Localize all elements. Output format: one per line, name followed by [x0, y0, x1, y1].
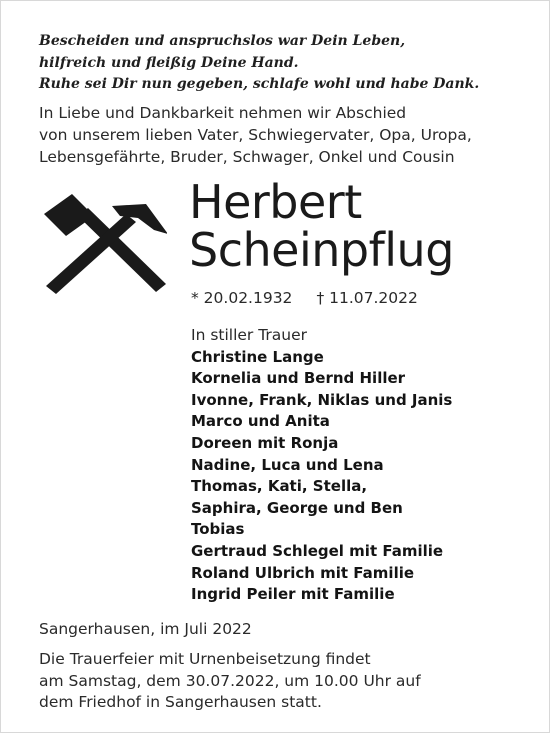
verse-line: hilfreich und fleißig Deine Hand. [39, 54, 299, 71]
service-line: am Samstag, dem 30.07.2022, um 10.00 Uhr auf [39, 671, 421, 690]
mourning-lead: In stiller Trauer [191, 326, 308, 344]
farewell-intro [39, 102, 539, 168]
life-dates [191, 289, 418, 307]
deceased-name [189, 175, 454, 277]
mourner-name: Saphira, George und Ben [191, 498, 403, 517]
memorial-verse [39, 31, 539, 96]
verse-line: Bescheiden und anspruchslos war Dein Leben, [39, 33, 406, 49]
intro-line: In Liebe und Dankbarkeit nehmen wir Abschied [39, 104, 407, 122]
mourner-name: Ingrid Peiler mit Familie [191, 585, 395, 604]
birth-date: * 20.02.1932 [191, 289, 293, 307]
hammer-and-pick-icon [42, 194, 167, 295]
service-line: dem Friedhof in Sangerhausen statt. [39, 693, 322, 711]
mourner-name: Kornelia und Bernd Hiller [191, 369, 406, 388]
intro-line: von unserem lieben Vater, Schwiegervater, Opa, Uropa, [39, 126, 472, 144]
first-name: Herbert [189, 175, 362, 229]
mourner-name: Tobias [191, 520, 245, 539]
place-and-date: Sangerhausen, im Juli 2022 [39, 620, 252, 638]
death-date: † 11.07.2022 [316, 289, 418, 307]
mourner-name: Roland Ulbrich mit Familie [191, 563, 415, 582]
mourner-name: Nadine, Luca und Lena [191, 455, 384, 474]
mourner-name: Gertraud Schlegel mit Familie [191, 541, 444, 560]
verse-line: Ruhe sei Dir nun gegeben, schlafe wohl und habe Dank. [39, 76, 480, 92]
last-name: Scheinpflug [189, 223, 454, 277]
mourner-name: Ivonne, Frank, Niklas und Janis [191, 390, 453, 409]
mourner-name: Marco und Anita [191, 412, 330, 431]
mourner-name: Doreen mit Ronja [191, 433, 339, 452]
funeral-service-info [39, 649, 539, 714]
intro-line: Lebensgefährte, Bruder, Schwager, Onkel und Cousin [39, 148, 455, 166]
service-line: Die Trauerfeier mit Urnenbeisetzung findet [39, 650, 371, 668]
mourner-name: Thomas, Kati, Stella, [191, 477, 368, 496]
mourners-list [191, 325, 531, 606]
mourner-name: Christine Lange [191, 347, 324, 366]
